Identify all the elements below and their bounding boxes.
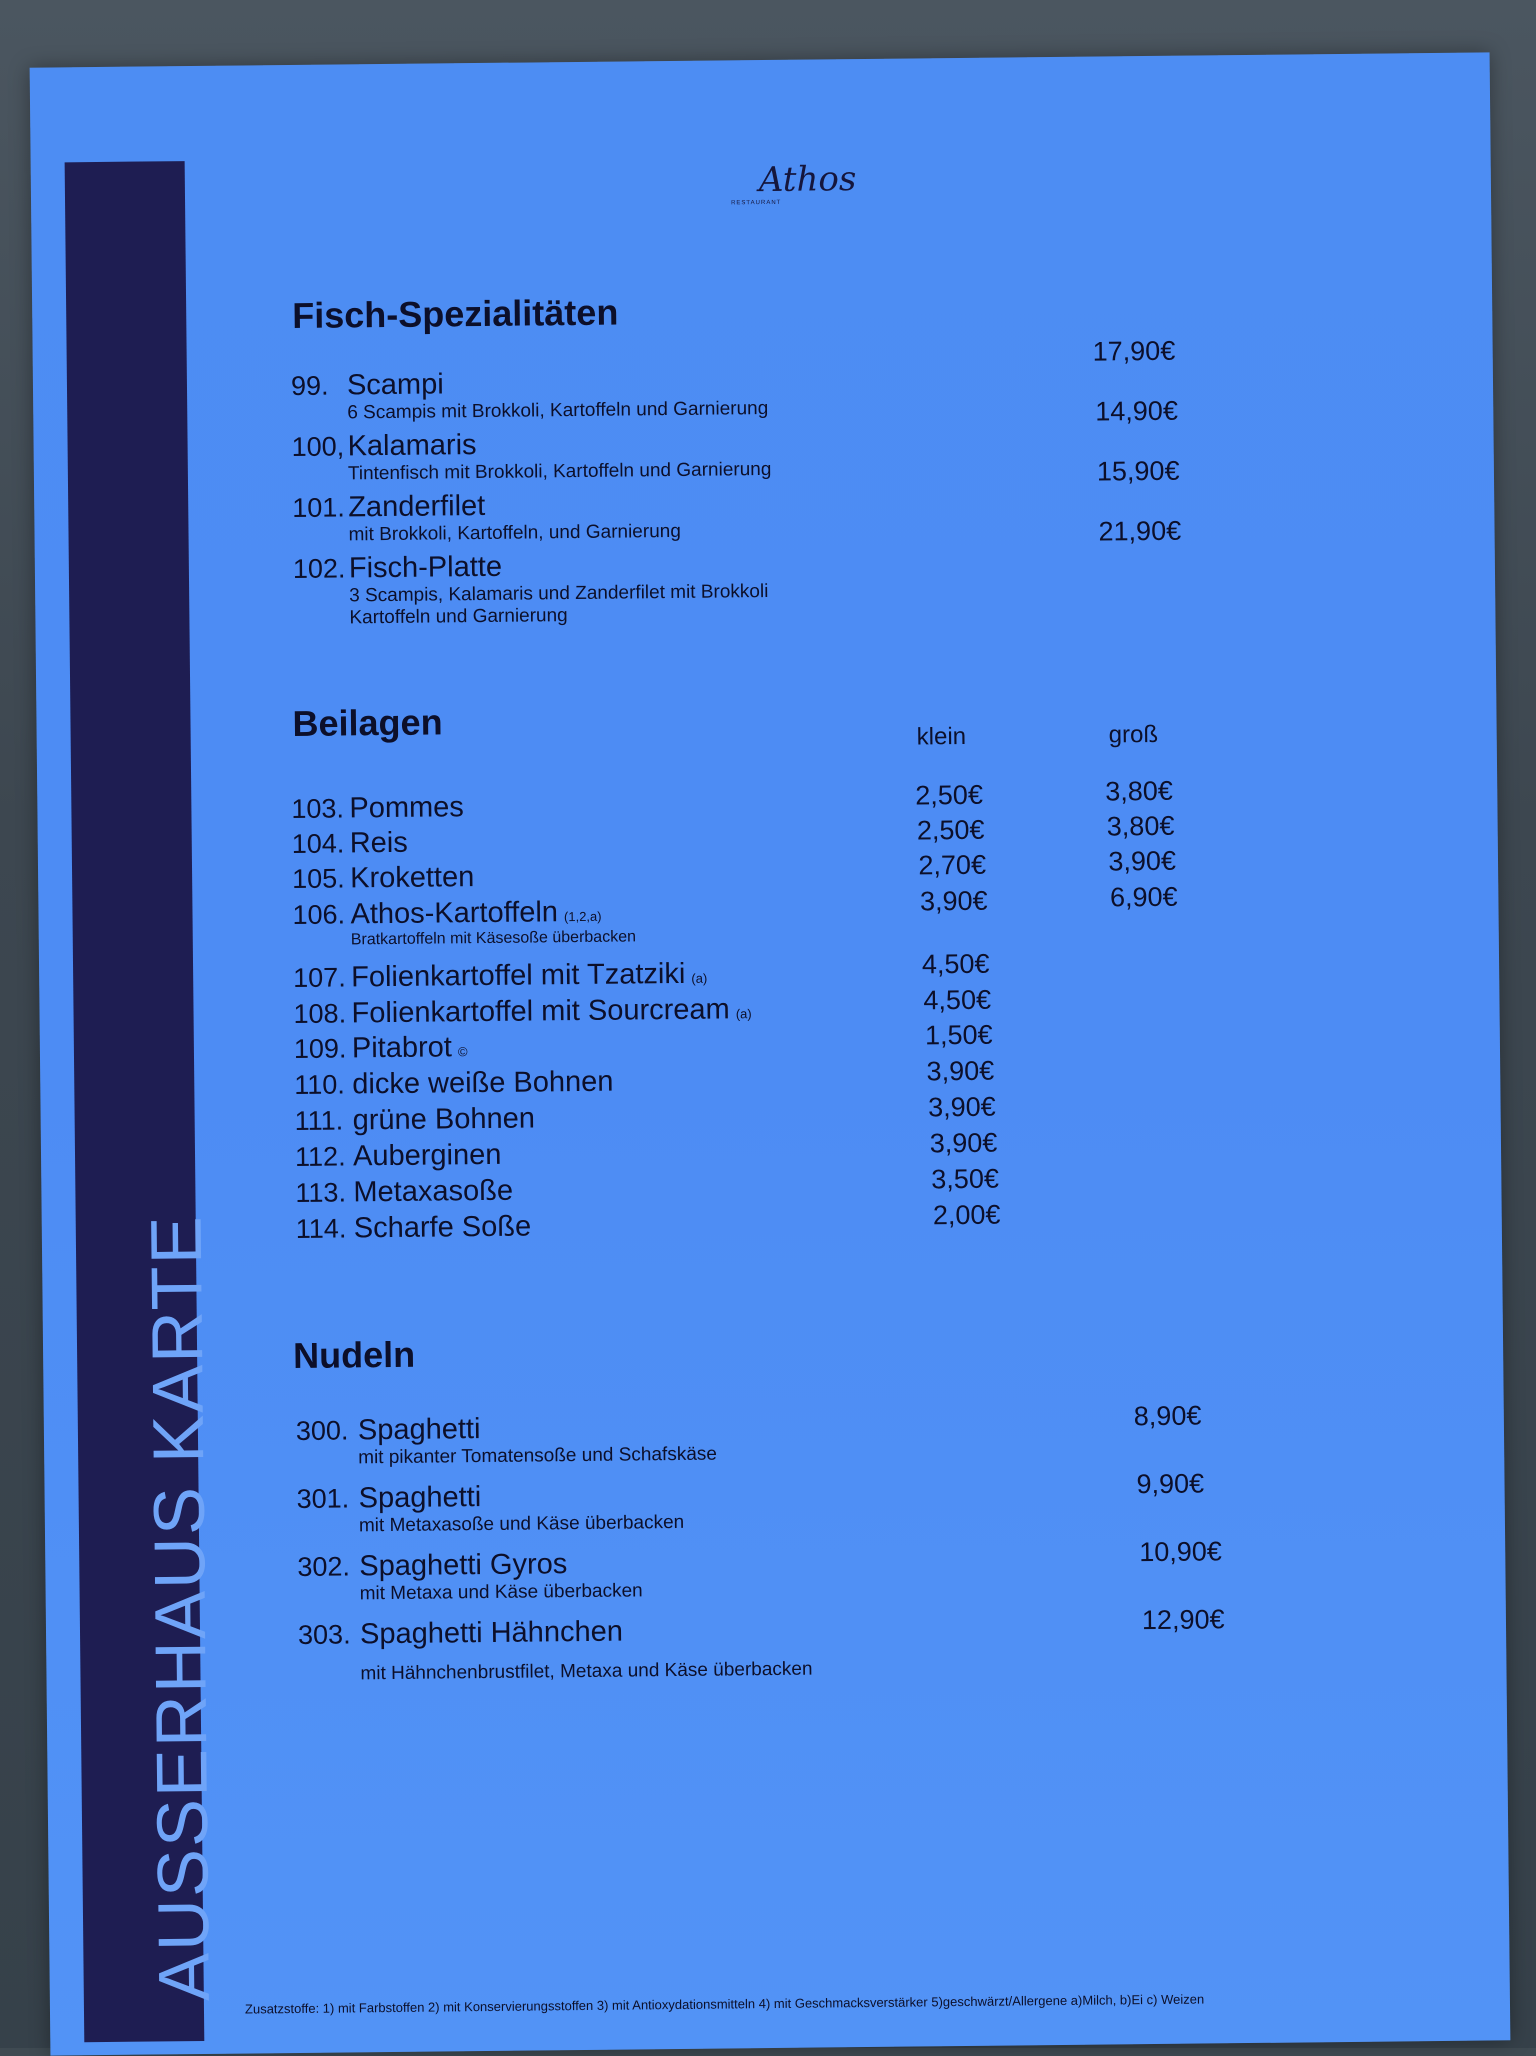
item-name: Folienkartoffel mit Tzatziki (351, 957, 686, 994)
menu-item (291, 791, 464, 826)
item-price-small: 3,90€ (929, 1127, 998, 1159)
item-number: 102. (292, 553, 346, 584)
menu-item (296, 1479, 684, 1538)
side-title: AUSSERHAUS KARTE (136, 1213, 225, 2002)
menu-item (296, 1211, 532, 1246)
menu-item (291, 365, 769, 425)
item-price-small: 2,50€ (915, 779, 984, 811)
item-number: 301. (296, 1483, 350, 1514)
menu-item (295, 1139, 502, 1174)
menu-item (295, 1175, 513, 1210)
logo-subtext: RESTAURANT (731, 199, 782, 207)
item-name: Pommes (349, 791, 464, 825)
menu-item (298, 1614, 813, 1686)
item-price-small: 2,70€ (918, 849, 987, 881)
item-number: 103. (291, 793, 345, 824)
item-name: Scharfe Soße (353, 1210, 532, 1245)
item-number: 104. (291, 828, 345, 859)
item-number: 106. (292, 899, 346, 930)
item-number: 113. (295, 1177, 347, 1208)
item-description: Tintenfisch mit Brokkoli, Kartoffeln und Garnierung (347, 458, 772, 485)
item-number: 112. (294, 1141, 346, 1172)
item-description: 3 Scampis, Kalamaris und Zanderfilet mit Brokkoli (349, 580, 769, 607)
item-name: Athos-Kartoffeln (350, 896, 559, 931)
allergen-code: (1,2,a) (563, 908, 602, 925)
item-number: 99. (290, 370, 329, 401)
item-price-large: 6,90€ (1109, 881, 1178, 913)
item-name: Kroketten (349, 861, 475, 895)
item-description: mit Brokkoli, Kartoffeln, und Garnierung (348, 520, 681, 546)
item-name: Spaghetti Gyros (359, 1548, 568, 1583)
item-name: Kalamaris (347, 429, 477, 463)
item-price-large: 3,90€ (1108, 845, 1177, 877)
item-name: Folienkartoffel mit Sourcream (351, 993, 730, 1030)
item-number: 108. (293, 998, 347, 1029)
item-number: 110. (294, 1069, 345, 1100)
section-title-nudeln: Nudeln (292, 1333, 416, 1377)
item-name: Metaxasoße (353, 1174, 514, 1209)
item-price-small: 3,50€ (931, 1163, 1000, 1195)
menu-page (30, 52, 1511, 2055)
footer-note: Zusatzstoffe: 1) mit Farbstoffen 2) mit Konservierungsstoffen 3) mit Antioxydationsmitteln 4) mit Geschmacksverstärker 5)geschwärzt/Allergene a)Milch, b)Ei c) Weizen (244, 1991, 1205, 2017)
item-price-small: 1,50€ (924, 1019, 993, 1051)
item-price: 15,90€ (1096, 455, 1180, 487)
item-description: 6 Scampis mit Brokkoli, Kartoffeln und Garnierung (347, 397, 769, 424)
item-price: 9,90€ (1136, 1468, 1205, 1500)
item-number: 109. (293, 1033, 347, 1064)
item-description: mit Metaxasoße und Käse überbacken (358, 1511, 685, 1537)
menu-item (292, 488, 681, 547)
item-name: grüne Bohnen (352, 1102, 536, 1137)
item-description-2: Kartoffeln und Garnierung (349, 605, 568, 629)
item-number: 111. (294, 1105, 344, 1136)
allergen-code: (a) (691, 970, 708, 986)
menu-item (294, 1031, 468, 1066)
item-price-small: 3,90€ (928, 1091, 996, 1123)
menu-item (293, 958, 707, 995)
menu-item (293, 993, 751, 1031)
section-title-beilagen: Beilagen (292, 701, 443, 744)
item-number: 105. (291, 863, 345, 894)
item-price: 14,90€ (1095, 395, 1179, 427)
item-name: Scampi (346, 368, 444, 402)
item-name: Auberginen (352, 1138, 502, 1173)
item-price-small: 2,00€ (932, 1199, 1001, 1231)
item-name: Zanderfilet (348, 489, 486, 524)
item-name: Spaghetti (358, 1481, 482, 1515)
menu-item (294, 1066, 613, 1102)
column-header-large: groß (1108, 720, 1159, 749)
item-number: 107. (293, 962, 346, 993)
allergen-code: (a) (735, 1006, 752, 1022)
item-name: Spaghetti Hähnchen (359, 1615, 624, 1651)
item-name: Reis (349, 826, 408, 860)
athos-logo (731, 159, 857, 210)
menu-item (292, 895, 636, 950)
section-title-fisch: Fisch-Spezialitäten (292, 291, 619, 336)
item-description: mit Metaxa und Käse überbacken (359, 1580, 643, 1605)
item-price-small: 4,50€ (923, 984, 992, 1016)
item-price: 17,90€ (1092, 335, 1176, 367)
item-price: 12,90€ (1141, 1604, 1225, 1636)
item-number: 114. (295, 1213, 347, 1244)
column-header-small: klein (916, 722, 967, 751)
item-number: 100, (291, 431, 345, 462)
menu-item (291, 426, 771, 486)
logo-text: Athos (758, 159, 857, 201)
menu-item (297, 1547, 643, 1606)
item-price-large: 3,80€ (1105, 775, 1174, 807)
menu-item (293, 548, 769, 630)
item-price-large: 3,80€ (1106, 810, 1175, 842)
menu-item (292, 861, 474, 896)
item-price-small: 3,90€ (919, 885, 988, 917)
menu-item (296, 1411, 717, 1470)
item-number: 303. (297, 1619, 351, 1650)
menu-item (292, 827, 408, 861)
item-name: Pitabrot (351, 1031, 453, 1065)
item-price-small: 3,90€ (926, 1055, 995, 1087)
item-price-small: 4,50€ (921, 948, 990, 980)
item-name: Spaghetti (357, 1413, 481, 1447)
item-description: mit Hähnchenbrustfilet, Metaxa und Käse überbacken (360, 1658, 813, 1685)
item-price-small: 2,50€ (916, 814, 985, 846)
menu-item (295, 1102, 536, 1138)
item-number: 300. (295, 1415, 349, 1446)
item-price: 21,90€ (1098, 515, 1182, 547)
item-description: Bratkartoffeln mit Käsesoße überbacken (350, 928, 637, 949)
item-name: Fisch-Platte (348, 550, 503, 585)
item-name: dicke weiße Bohnen (352, 1065, 614, 1101)
item-number: 302. (297, 1551, 351, 1582)
allergen-code: © (457, 1044, 468, 1060)
item-description: mit pikanter Tomatensoße und Schafskäse (358, 1443, 718, 1469)
item-number: 101. (292, 492, 345, 523)
item-price: 8,90€ (1133, 1400, 1202, 1432)
item-price: 10,90€ (1139, 1536, 1222, 1568)
